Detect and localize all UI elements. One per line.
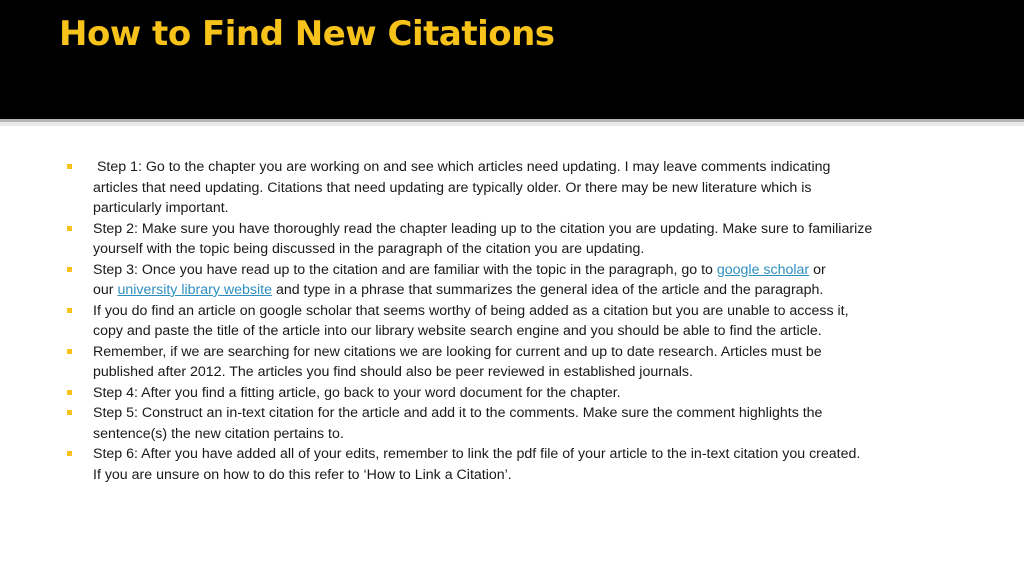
bullet-step-1	[0, 157, 1024, 219]
bullet-text-line: articles that need updating. Citations that need updating are typically older. Or there may be new literature which is	[93, 179, 812, 196]
bullet-list	[0, 157, 1024, 485]
bullet-text-line: particularly important.	[93, 200, 229, 216]
bullet-text-line: published after 2012. The articles you find should also be peer reviewed in established journals.	[93, 364, 693, 380]
bullet-step-2	[0, 219, 1024, 260]
bullet-step-6	[0, 444, 1024, 485]
bullet-text-line	[93, 280, 984, 301]
bullet-text-line: If you are unsure on how to do this refer to ‘How to Link a Citation’.	[93, 466, 512, 483]
bullet-marker-icon	[67, 267, 72, 272]
bullet-text-line: Step 2: Make sure you have thoroughly read the chapter leading up to the citation you are updating. Make sure to familiarize	[93, 220, 873, 237]
bullet-marker-icon	[67, 390, 72, 395]
bullet-marker-icon	[67, 226, 72, 231]
bullet-step-3	[0, 260, 1024, 301]
bullet-text-line: Step 6: After you have added all of your edits, remember to link the pdf file of your article to the in-text citation you created.	[93, 446, 861, 462]
bullet-text-line	[93, 260, 984, 281]
slide-body	[0, 157, 1024, 485]
bullet-access-tip	[0, 301, 1024, 342]
bullet-text-segment: and type in a phrase that summarizes the general idea of the article and the paragraph.	[272, 282, 824, 298]
title-divider-shadow	[0, 122, 1024, 126]
bullet-text-line: Remember, if we are searching for new citations we are looking for current and up to date research. Articles must be	[93, 343, 822, 360]
bullet-text-line: Step 1: Go to the chapter you are working on and see which articles need updating. I may leave comments indicating	[93, 159, 831, 175]
bullet-reminder	[0, 342, 1024, 383]
bullet-marker-icon	[67, 308, 72, 313]
bullet-text-line: Step 4: After you find a fitting article, go back to your word document for the chapter.	[93, 384, 621, 401]
bullet-text-line: copy and paste the title of the article into our library website search engine and you should be able to find the article.	[93, 323, 822, 339]
bullet-marker-icon	[67, 451, 72, 456]
bullet-text-line: Step 5: Construct an in-text citation for the article and add it to the comments. Make sure the comment highlights the	[93, 405, 823, 421]
slide-title: How to Find New Citations	[59, 14, 555, 54]
bullet-text-line: yourself with the topic being discussed in the paragraph of the citation you are updating.	[93, 241, 645, 257]
bullet-text-segment: Step 3: Once you have read up to the citation and are familiar with the topic in the paragraph, go to	[93, 261, 717, 278]
bullet-text-line: If you do find an article on google scholar that seems worthy of being added as a citation but you are unable to access it,	[93, 302, 849, 319]
bullet-step-4	[0, 383, 1024, 404]
bullet-marker-icon	[67, 410, 72, 415]
bullet-text-line: sentence(s) the new citation pertains to.	[93, 425, 344, 442]
bullet-text-segment: our	[93, 282, 118, 298]
google-scholar-link[interactable]: google scholar	[716, 261, 810, 278]
bullet-marker-icon	[67, 349, 72, 354]
bullet-step-5	[0, 403, 1024, 444]
bullet-marker-icon	[67, 164, 72, 169]
university-library-link[interactable]: university library website	[117, 282, 272, 298]
bullet-text-segment: or	[809, 261, 826, 278]
title-bar	[0, 0, 1024, 119]
